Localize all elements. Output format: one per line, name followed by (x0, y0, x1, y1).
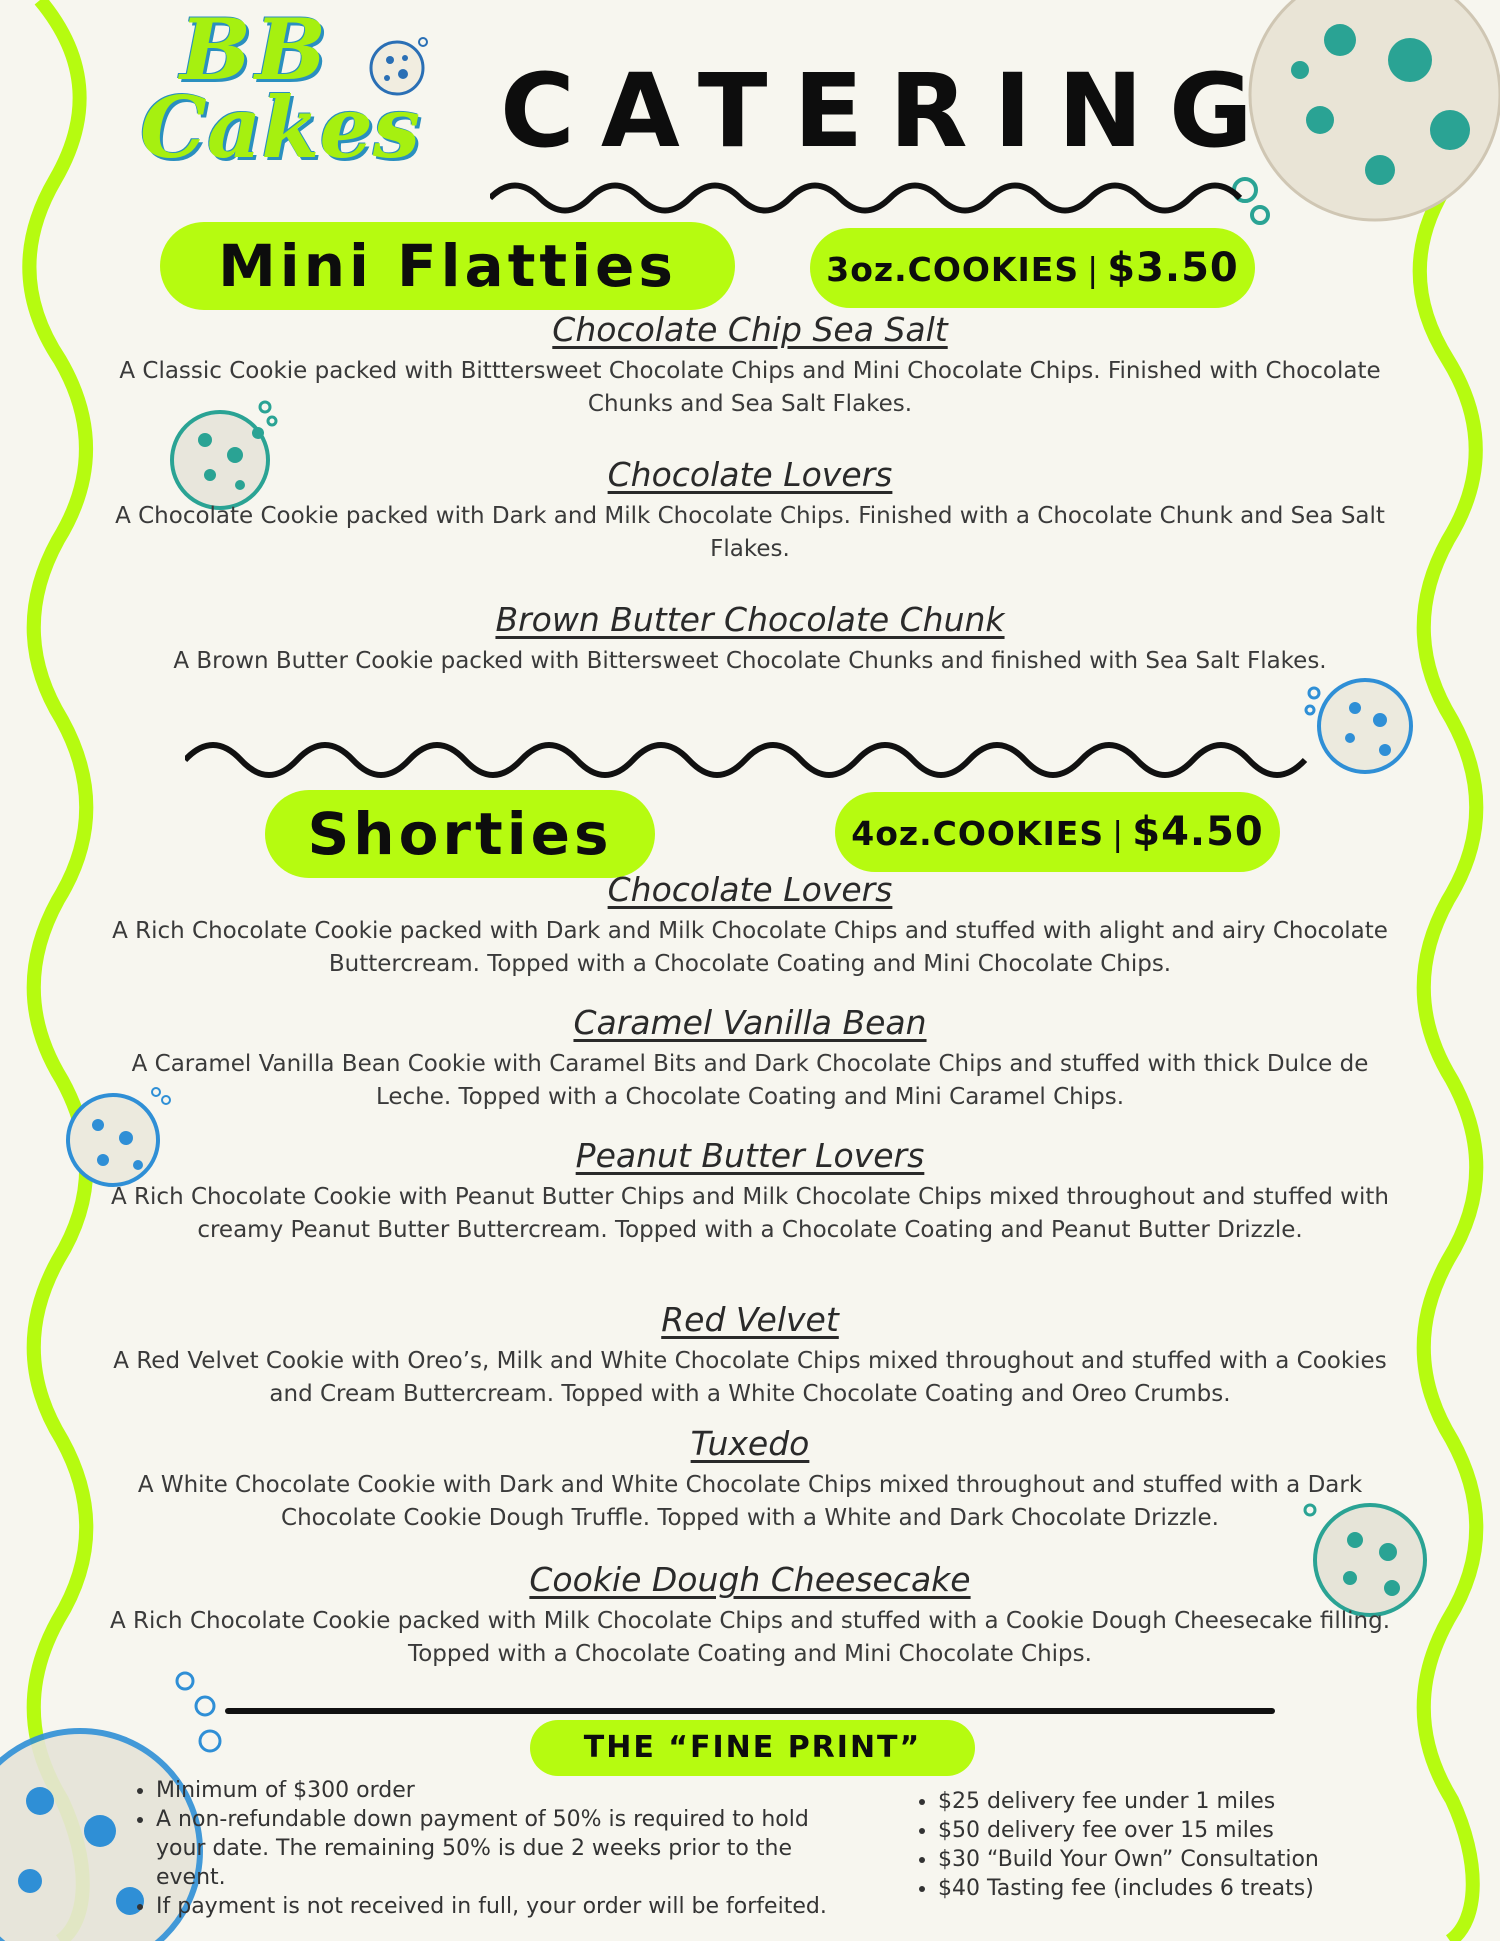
fine-print-item: • A non-refundable down payment of 50% is required to hold your date. The remaining 50% is due 2 weeks prior to the event. (156, 1805, 850, 1892)
fine-print-item: • $40 Tasting fee (includes 6 treats) (938, 1874, 1372, 1903)
menu-item (110, 455, 1390, 566)
separator: | (1112, 814, 1125, 853)
item-description: A Rich Chocolate Cookie with Peanut Butter Chips and Milk Chocolate Chips mixed throughout and stuffed with creamy Peanut Butter Buttercream. Topped with a Chocolate Coating and Peanut Butter Drizzle. (111, 1184, 1389, 1243)
menu-item (110, 1003, 1390, 1114)
cookie-icon (1300, 668, 1430, 778)
section-title: Mini Flatties (218, 232, 677, 300)
item-name: Peanut Butter Lovers (575, 1136, 925, 1175)
wavy-divider (490, 178, 1250, 218)
price: $4.50 (1132, 809, 1264, 855)
cookie-size: 3oz.COOKIES (826, 250, 1080, 289)
page-title: CATERING (500, 52, 1279, 171)
right-wavy-border (1390, 0, 1500, 1941)
fine-print-item: • Minimum of $300 order (156, 1776, 850, 1805)
item-description: A Classic Cookie packed with Bitttersweet Chocolate Chips and Mini Chocolate Chips. Finished with Chocolate Chunks and Sea Salt Flakes. (119, 358, 1381, 417)
item-name: Caramel Vanilla Bean (573, 1003, 927, 1042)
item-description: A Red Velvet Cookie with Oreo’s, Milk and White Chocolate Chips mixed throughout and stuffed with a Cookies and Cream Buttercream. Topped with a White Chocolate Coating and Oreo Crumbs. (113, 1348, 1387, 1407)
menu-item (110, 1424, 1390, 1535)
logo-line1: BB (180, 0, 330, 99)
fine-print-item: • $50 delivery fee over 15 miles (938, 1816, 1372, 1845)
menu-item (110, 310, 1390, 421)
item-description: A Caramel Vanilla Bean Cookie with Caramel Bits and Dark Chocolate Chips and stuffed with thick Dulce de Leche. Topped with a Chocolate Coating and Mini Caramel Chips. (131, 1051, 1369, 1110)
item-name: Cookie Dough Cheesecake (529, 1560, 971, 1599)
price-badge-mini-flatties (810, 228, 1255, 308)
fine-print-item: • $25 delivery fee under 1 miles (938, 1787, 1372, 1816)
section-divider (225, 1708, 1275, 1714)
left-wavy-border (0, 0, 120, 1941)
menu-item (160, 600, 1340, 678)
fine-print-item: • If payment is not received in full, your order will be forfeited. (156, 1892, 850, 1921)
section-heading-mini-flatties (160, 222, 735, 310)
logo-line2: Cakes (140, 78, 421, 177)
section-title: Shorties (307, 800, 613, 868)
separator: | (1087, 250, 1100, 289)
item-description: A Rich Chocolate Cookie packed with Dark and Milk Chocolate Chips and stuffed with alight and airy Chocolate Buttercream. Topped with a Chocolate Coating and Mini Chocolate Chips. (112, 918, 1388, 977)
menu-item (110, 1300, 1390, 1411)
fine-print-heading (530, 1720, 975, 1776)
item-name: Tuxedo (690, 1424, 810, 1463)
fine-print-right (912, 1787, 1372, 1903)
menu-item (110, 1136, 1390, 1247)
item-name: Chocolate Lovers (607, 455, 893, 494)
item-name: Red Velvet (661, 1300, 839, 1339)
brand-logo (140, 0, 440, 177)
price-badge-shorties (835, 792, 1280, 872)
item-description: A Rich Chocolate Cookie packed with Milk Chocolate Chips and stuffed with a Cookie Dough Cheesecake filling. Topped with a Chocolate Coating and Mini Chocolate Chips. (110, 1608, 1391, 1667)
menu-item (110, 870, 1390, 981)
item-name: Chocolate Chip Sea Salt (552, 310, 948, 349)
item-description: A Brown Butter Cookie packed with Bittersweet Chocolate Chunks and finished with Sea Salt Flakes. (173, 648, 1327, 674)
item-name: Brown Butter Chocolate Chunk (495, 600, 1005, 639)
price: $3.50 (1107, 245, 1239, 291)
section-heading-shorties (265, 790, 655, 878)
menu-item (110, 1560, 1390, 1671)
item-name: Chocolate Lovers (607, 870, 893, 909)
fine-print-left (130, 1776, 850, 1921)
wavy-divider (185, 735, 1315, 785)
fine-print-item: • $30 “Build Your Own” Consultation (938, 1845, 1372, 1874)
cookie-size: 4oz.COOKIES (851, 814, 1105, 853)
fine-print-title: THE “FINE PRINT” (583, 1730, 922, 1765)
item-description: A White Chocolate Cookie with Dark and White Chocolate Chips mixed throughout and stuffed with a Dark Chocolate Cookie Dough Truffle. Topped with a White and Dark Chocolate Drizzle. (137, 1472, 1363, 1531)
item-description: A Chocolate Cookie packed with Dark and Milk Chocolate Chips. Finished with a Chocolate Chunk and Sea Salt Flakes. (115, 503, 1385, 562)
